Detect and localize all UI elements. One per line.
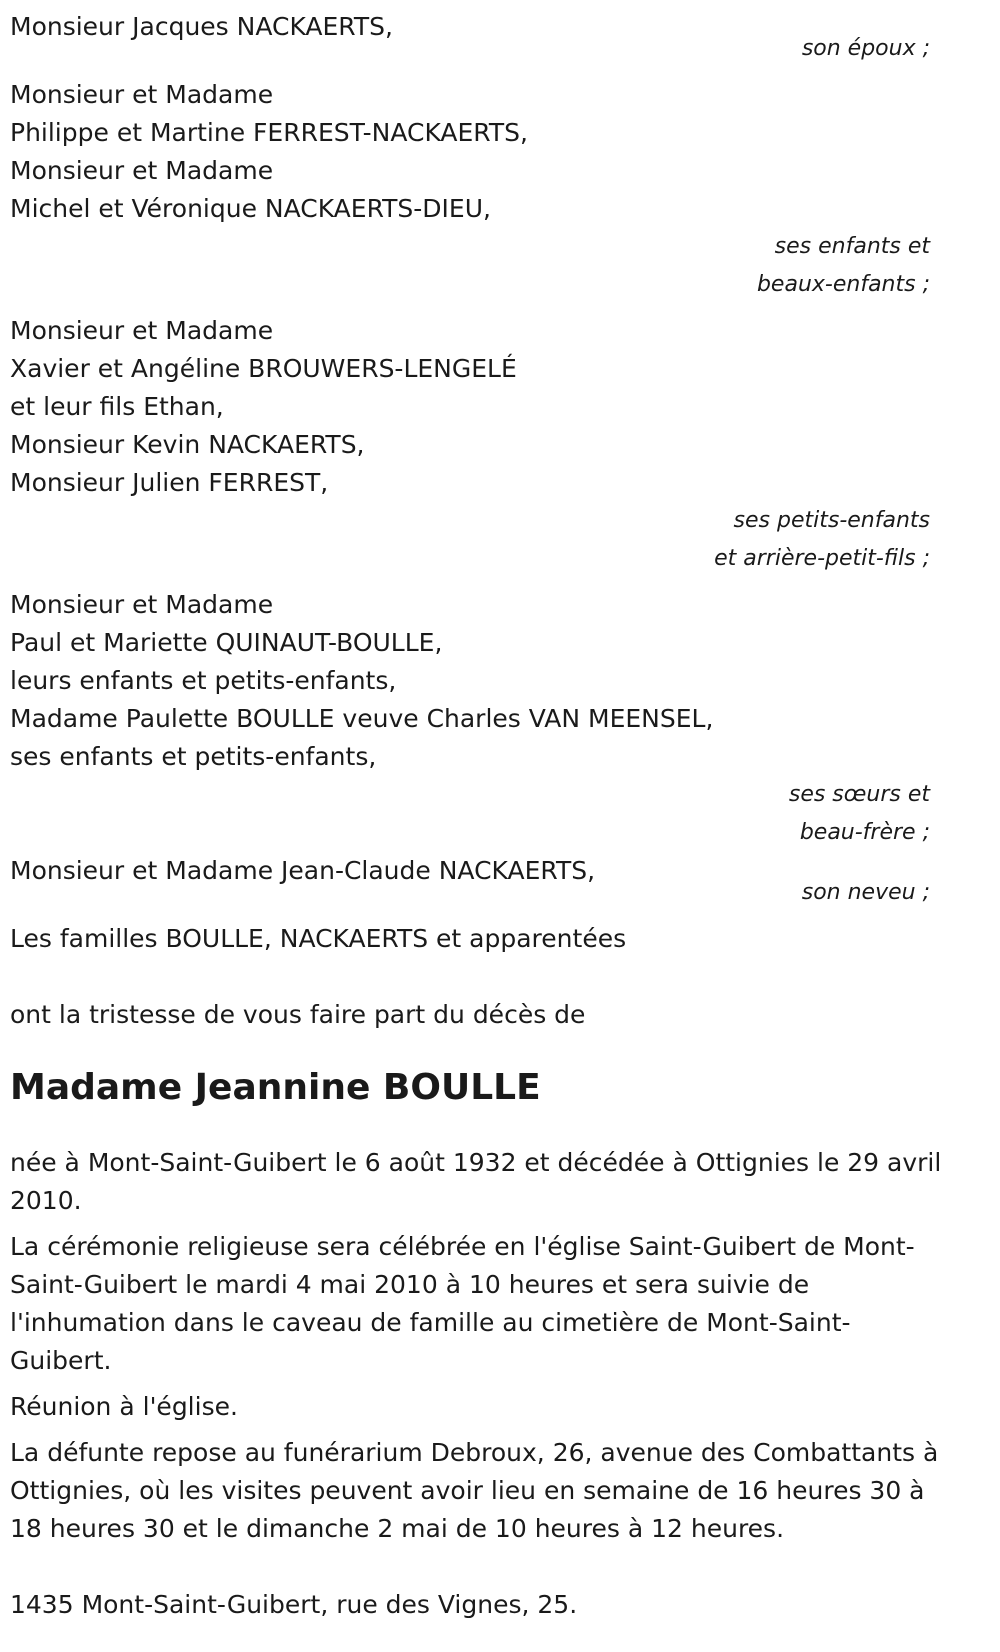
family-line: Paul et Mariette QUINAUT-BOULLE,	[10, 628, 443, 657]
reunion-paragraph: Réunion à l'église.	[10, 1392, 238, 1421]
announcement-text: ont la tristesse de vous faire part du décès de	[10, 1000, 586, 1029]
family-line: Philippe et Martine FERREST-NACKAERTS,	[10, 118, 528, 147]
birth-death-paragraph: née à Mont-Saint-Guibert le 6 août 1932 et décédée à Ottignies le 29 avril 2010.	[10, 1148, 942, 1215]
family-line: Monsieur Julien FERREST,	[10, 468, 329, 497]
relation-label: son neveu ;	[801, 880, 930, 905]
relation-label: ses petits-enfants	[733, 508, 930, 533]
family-group-sisters	[10, 586, 990, 852]
funeral-home-paragraph: La défunte repose au funérarium Debroux, 26, avenue des Combattants à Ottignies, où les visites peuvent avoir lieu en semaine de 16 heures 30 à 18 heures 30 et le dimanche 2 mai de 10 heures à 12 heures.	[10, 1438, 939, 1543]
family-line: Xavier et Angéline BROUWERS-LENGELÉ	[10, 354, 517, 383]
family-group-nephew	[10, 852, 990, 912]
family-line: Monsieur Jacques NACKAERTS,	[10, 12, 393, 41]
family-line: Michel et Véronique NACKAERTS-DIEU,	[10, 194, 491, 223]
family-line: Monsieur et Madame	[10, 316, 274, 345]
family-line: ses enfants et petits-enfants,	[10, 742, 377, 771]
families-others: Les familles BOULLE, NACKAERTS et apparentées	[10, 924, 627, 953]
family-line: Monsieur et Madame	[10, 80, 274, 109]
relation-label: ses sœurs et	[788, 782, 930, 807]
family-line: Monsieur et Madame Jean-Claude NACKAERTS,	[10, 856, 596, 885]
relation-label: ses enfants et	[774, 234, 930, 259]
ceremony-paragraph: La cérémonie religieuse sera célébrée en l'église Saint-Guibert de Mont-Saint-Guibert le mardi 4 mai 2010 à 10 heures et sera suivie de l'inhumation dans le caveau de famille au cimetière de Mont-Saint-Guibert.	[10, 1232, 915, 1375]
family-line: Madame Paulette BOULLE veuve Charles VAN MEENSEL,	[10, 704, 714, 733]
relation-label: beau-frère ;	[799, 820, 930, 845]
family-group-children	[10, 76, 990, 304]
address-line: 1435 Mont-Saint-Guibert, rue des Vignes, 25.	[10, 1590, 578, 1619]
relation-label: beaux-enfants ;	[756, 272, 930, 297]
relation-label: son époux ;	[801, 36, 930, 61]
family-line: et leur fils Ethan,	[10, 392, 224, 421]
family-line: Monsieur Kevin NACKAERTS,	[10, 430, 365, 459]
deceased-name: Madame Jeannine BOULLE	[10, 1067, 541, 1108]
family-group-spouse	[10, 8, 990, 68]
family-line: Monsieur et Madame	[10, 156, 274, 185]
relation-label: et arrière-petit-fils ;	[714, 546, 930, 571]
family-group-grandchildren	[10, 312, 990, 578]
family-line: Monsieur et Madame	[10, 590, 274, 619]
family-line: leurs enfants et petits-enfants,	[10, 666, 397, 695]
